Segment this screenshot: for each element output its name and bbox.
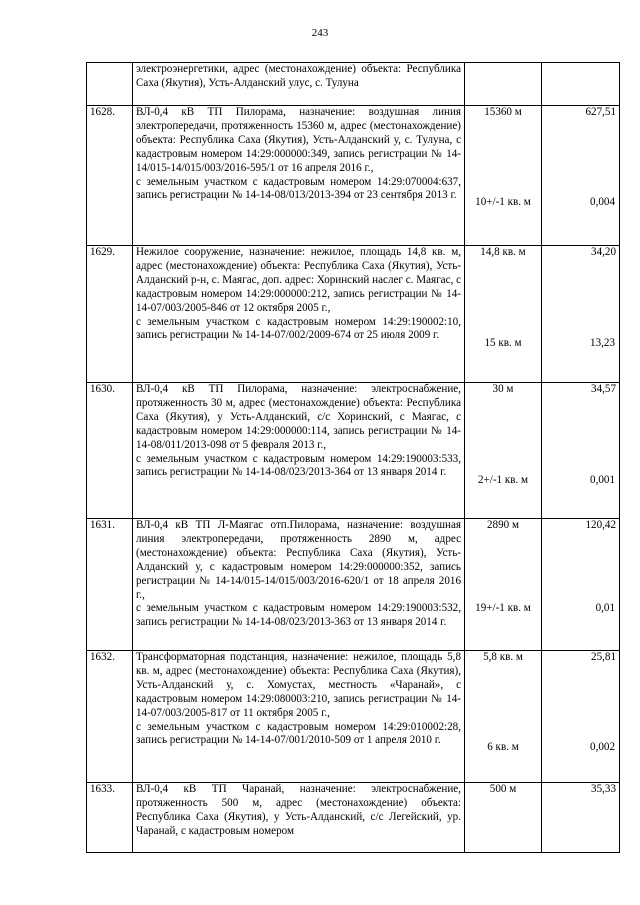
record-area — [465, 519, 542, 651]
record-value — [542, 651, 620, 783]
object-area: 14,8 кв. м — [480, 246, 526, 258]
object-area: 2890 м — [487, 519, 519, 531]
record-number: 1630. — [87, 383, 133, 519]
object-value: 34,57 — [591, 383, 616, 395]
page-number: 243 — [311, 27, 329, 39]
land-value: 0,001 — [590, 474, 615, 486]
land-area: 19+/-1 кв. м — [475, 602, 531, 614]
record-area — [465, 246, 542, 383]
object-area: 500 м — [489, 783, 517, 795]
object-value: 627,51 — [585, 106, 616, 118]
record-description — [133, 246, 465, 383]
record-description — [133, 63, 465, 106]
table-row — [87, 783, 620, 853]
record-value — [542, 106, 620, 246]
object-value: 25,81 — [591, 651, 616, 663]
table-row — [87, 383, 620, 519]
object-description: Нежилое сооружение, назначение: нежилое, площадь 14,8 кв. м, адрес (местонахождение) объекта: Республика Саха (Якутия), Усть-Алданский р-н, с. Маягас, доп. адрес: Хоринский наслег с. Маягас, с кадастровым номером 14:29:000000:212, запись регистрации № 14-14-07/003/2005-846 от 12 октября 2005 г., — [136, 246, 461, 314]
object-description: ВЛ-0,4 кВ ТП Чаранай, назначение: электроснабжение, протяженность 500 м, адрес (местонахождение) объекта: Республика Саха (Якутия), у Усть-Алданский, с/с Легейский, ур. Чаранай, с кадастровым номером — [136, 783, 461, 837]
record-area — [465, 783, 542, 853]
object-value: 34,20 — [591, 246, 616, 258]
record-number: 1631. — [87, 519, 133, 651]
record-description — [133, 651, 465, 783]
object-value: 120,42 — [585, 519, 616, 531]
land-value: 0,004 — [590, 196, 615, 208]
table-row — [87, 246, 620, 383]
record-value — [542, 519, 620, 651]
record-number — [87, 63, 133, 106]
table-row — [87, 106, 620, 246]
records-table — [86, 62, 620, 853]
land-plot-description: с земельным участком с кадастровым номером 14:29:190003:533, запись регистрации № 14-14-08/023/2013-364 от 13 января 2014 г. — [136, 452, 461, 479]
land-plot-description: с земельным участком с кадастровым номером 14:29:190002:10, запись регистрации № 14-14-07/002/2009-674 от 25 июля 2009 г. — [136, 315, 461, 342]
record-area — [465, 651, 542, 783]
record-area — [465, 63, 542, 106]
record-number: 1628. — [87, 106, 133, 246]
land-area: 2+/-1 кв. м — [477, 474, 529, 486]
record-description — [133, 783, 465, 853]
record-value — [542, 63, 620, 106]
record-number: 1632. — [87, 651, 133, 783]
record-value — [542, 783, 620, 853]
object-area: 30 м — [492, 383, 514, 395]
object-area: 5,8 кв. м — [483, 651, 523, 663]
land-plot-description: с земельным участком с кадастровым номером 14:29:190003:532, запись регистрации № 14-14-08/023/2013-363 от 13 января 2014 г. — [136, 602, 461, 629]
record-description — [133, 519, 465, 651]
land-area: 6 кв. м — [487, 741, 519, 753]
land-value: 0,01 — [595, 602, 615, 614]
land-plot-description: с земельным участком с кадастровым номером 14:29:010002:28, запись регистрации № 14-14-07/001/2010-509 от 1 апреля 2010 г. — [136, 720, 461, 747]
record-number: 1633. — [87, 783, 133, 853]
table-row — [87, 519, 620, 651]
object-description: Трансформаторная подстанция, назначение: нежилое, площадь 5,8 кв. м, адрес (местонахождение) объекта: Республика Саха (Якутия), Усть-Алданский у, с. Хомустах, местность «Чаранай», с кадастровым номером 14:29:080003:210, запись регистрации № 14-14-07/003/2005-817 от 11 октября 2005 г., — [136, 651, 461, 719]
land-value: 0,002 — [590, 741, 615, 753]
record-description — [133, 106, 465, 246]
record-value — [542, 246, 620, 383]
table-row — [87, 63, 620, 106]
record-number: 1629. — [87, 246, 133, 383]
land-area: 15 кв. м — [484, 337, 522, 349]
record-area — [465, 383, 542, 519]
object-description: ВЛ-0,4 кВ ТП Пилорама, назначение: воздушная линия электропередачи, протяженность 15360 м, адрес (местонахождение) объекта: Республика Саха (Якутия), Усть-Алданский у, с. Тулуна, с кадастровым номером 14:29:000000:349, запись регистрации № 14-14/015-14/015/003/2016-595/1 от 16 апреля 2016 г., — [136, 106, 461, 174]
record-value — [542, 383, 620, 519]
object-description: ВЛ-0,4 кВ ТП Пилорама, назначение: электроснабжение, протяженность 30 м, адрес (местонахождение) объекта: Республика Саха (Якутия), у Усть-Алданский, с/с Хоринский, с Маягас, с кадастровым номером 14:29:000000:114, запись регистрации № 14-14-08/011/2013-098 от 5 февраля 2013 г., — [136, 383, 461, 451]
object-description: ВЛ-0,4 кВ ТП Л-Маягас отп.Пилорама, назначение: воздушная линия электропередачи, протяженность 2890 м, адрес (местонахождение) объекта: Республика Саха (Якутия), Усть-Алданский у, с кадастровым номером 14:29:000000:352, запись регистрации № 14-14/015-14/015/003/2016-620/1 от 18 апреля 2016 г., — [136, 519, 461, 601]
object-description: электроэнергетики, адрес (местонахождение) объекта: Республика Саха (Якутия), Усть-Алданский улус, с. Тулуна — [136, 63, 461, 89]
land-plot-description: с земельным участком с кадастровым номером 14:29:070004:637, запись регистрации № 14-14-08/013/2013-394 от 23 сентября 2013 г. — [136, 175, 461, 202]
table-row — [87, 651, 620, 783]
land-value: 13,23 — [590, 337, 615, 349]
land-area: 10+/-1 кв. м — [475, 196, 531, 208]
object-area: 15360 м — [484, 106, 522, 118]
record-area — [465, 106, 542, 246]
record-description — [133, 383, 465, 519]
object-value: 35,33 — [591, 783, 616, 795]
